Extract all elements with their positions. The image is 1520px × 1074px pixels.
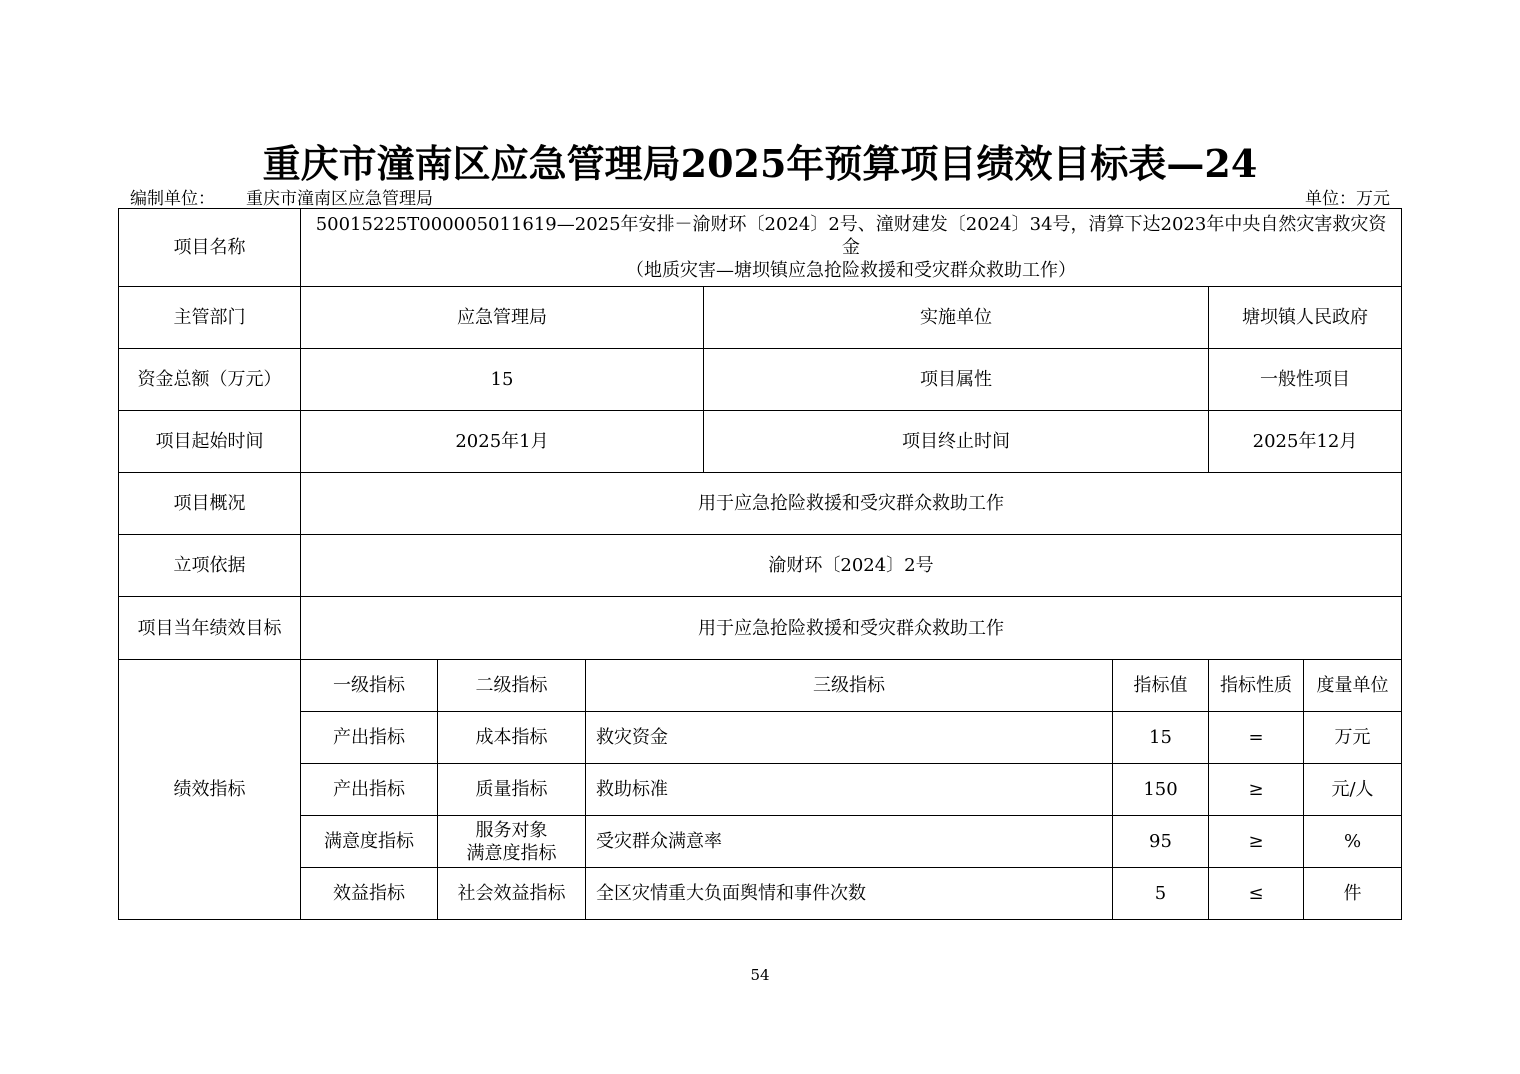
goal-label: 项目当年绩效目标 [119, 597, 301, 660]
nature-cell: ≥ [1209, 816, 1304, 868]
unit-cell: % [1304, 816, 1402, 868]
level3-cell: 救助标准 [586, 764, 1113, 816]
dept-value: 应急管理局 [301, 287, 704, 349]
start-label: 项目起始时间 [119, 411, 301, 473]
indicator-row [119, 764, 1402, 816]
goal-value: 用于应急抢险救援和受灾群众救助工作 [301, 597, 1402, 660]
basis-label: 立项依据 [119, 535, 301, 597]
indicator-row [119, 868, 1402, 920]
level3-cell: 受灾群众满意率 [586, 816, 1113, 868]
header-nature: 指标性质 [1209, 660, 1304, 712]
level1-cell: 产出指标 [301, 764, 438, 816]
table-row [119, 535, 1402, 597]
level1-cell: 产出指标 [301, 712, 438, 764]
unit-cell: 件 [1304, 868, 1402, 920]
table-row [119, 411, 1402, 473]
unit-cell: 万元 [1304, 712, 1402, 764]
level2-cell: 成本指标 [438, 712, 586, 764]
table-row [119, 209, 1402, 287]
unit-cell: 元/人 [1304, 764, 1402, 816]
indicator-row [119, 816, 1402, 868]
page-number: 54 [750, 966, 770, 984]
fund-label: 资金总额（万元） [119, 349, 301, 411]
level2-cell [438, 816, 586, 868]
level3-cell: 全区灾情重大负面舆情和事件次数 [586, 868, 1113, 920]
header-level1: 一级指标 [301, 660, 438, 712]
project-name-line1: 50015225T000005011619—2025年安排－渝财环〔2024〕2号、潼财建发〔2024〕34号，清算下达2023年中央自然灾害救灾资金 [315, 214, 1387, 258]
level2-cell: 质量指标 [438, 764, 586, 816]
project-name-value [301, 209, 1402, 287]
end-label: 项目终止时间 [704, 411, 1209, 473]
dept-label: 主管部门 [119, 287, 301, 349]
value-cell: 95 [1113, 816, 1209, 868]
level2-line1: 服务对象 [475, 819, 548, 841]
value-cell: 150 [1113, 764, 1209, 816]
level1-cell: 满意度指标 [301, 816, 438, 868]
attr-label: 项目属性 [704, 349, 1209, 411]
level1-cell: 效益指标 [301, 868, 438, 920]
impl-value: 塘坝镇人民政府 [1209, 287, 1402, 349]
level3-cell: 救灾资金 [586, 712, 1113, 764]
header-level2: 二级指标 [438, 660, 586, 712]
start-value: 2025年1月 [301, 411, 704, 473]
project-name-label: 项目名称 [119, 209, 301, 287]
impl-label: 实施单位 [704, 287, 1209, 349]
table-row [119, 287, 1402, 349]
level2-line2: 满意度指标 [466, 842, 557, 864]
attr-value: 一般性项目 [1209, 349, 1402, 411]
nature-cell: ≥ [1209, 764, 1304, 816]
overview-label: 项目概况 [119, 473, 301, 535]
indicator-row [119, 712, 1402, 764]
indicator-header-row [119, 660, 1402, 712]
org-name: 重庆市潼南区应急管理局 [246, 189, 433, 209]
header-level3: 三级指标 [586, 660, 1113, 712]
end-value: 2025年12月 [1209, 411, 1402, 473]
value-cell: 5 [1113, 868, 1209, 920]
table-row [119, 349, 1402, 411]
header-value: 指标值 [1113, 660, 1209, 712]
org-label: 编制单位： [130, 189, 215, 209]
basis-value: 渝财环〔2024〕2号 [301, 535, 1402, 597]
unit-label: 单位：万元 [1305, 189, 1390, 209]
indicators-label: 绩效指标 [119, 660, 301, 920]
header-unit: 度量单位 [1304, 660, 1402, 712]
page-title: 重庆市潼南区应急管理局2025年预算项目绩效目标表—24 [262, 141, 1258, 186]
performance-table [118, 208, 1402, 920]
project-name-line2: （地质灾害—塘坝镇应急抢险救援和受灾群众救助工作） [626, 260, 1076, 281]
table-row [119, 473, 1402, 535]
level2-cell: 社会效益指标 [438, 868, 586, 920]
table-row [119, 597, 1402, 660]
nature-cell: = [1209, 712, 1304, 764]
fund-value: 15 [301, 349, 704, 411]
value-cell: 15 [1113, 712, 1209, 764]
overview-value: 用于应急抢险救援和受灾群众救助工作 [301, 473, 1402, 535]
nature-cell: ≤ [1209, 868, 1304, 920]
